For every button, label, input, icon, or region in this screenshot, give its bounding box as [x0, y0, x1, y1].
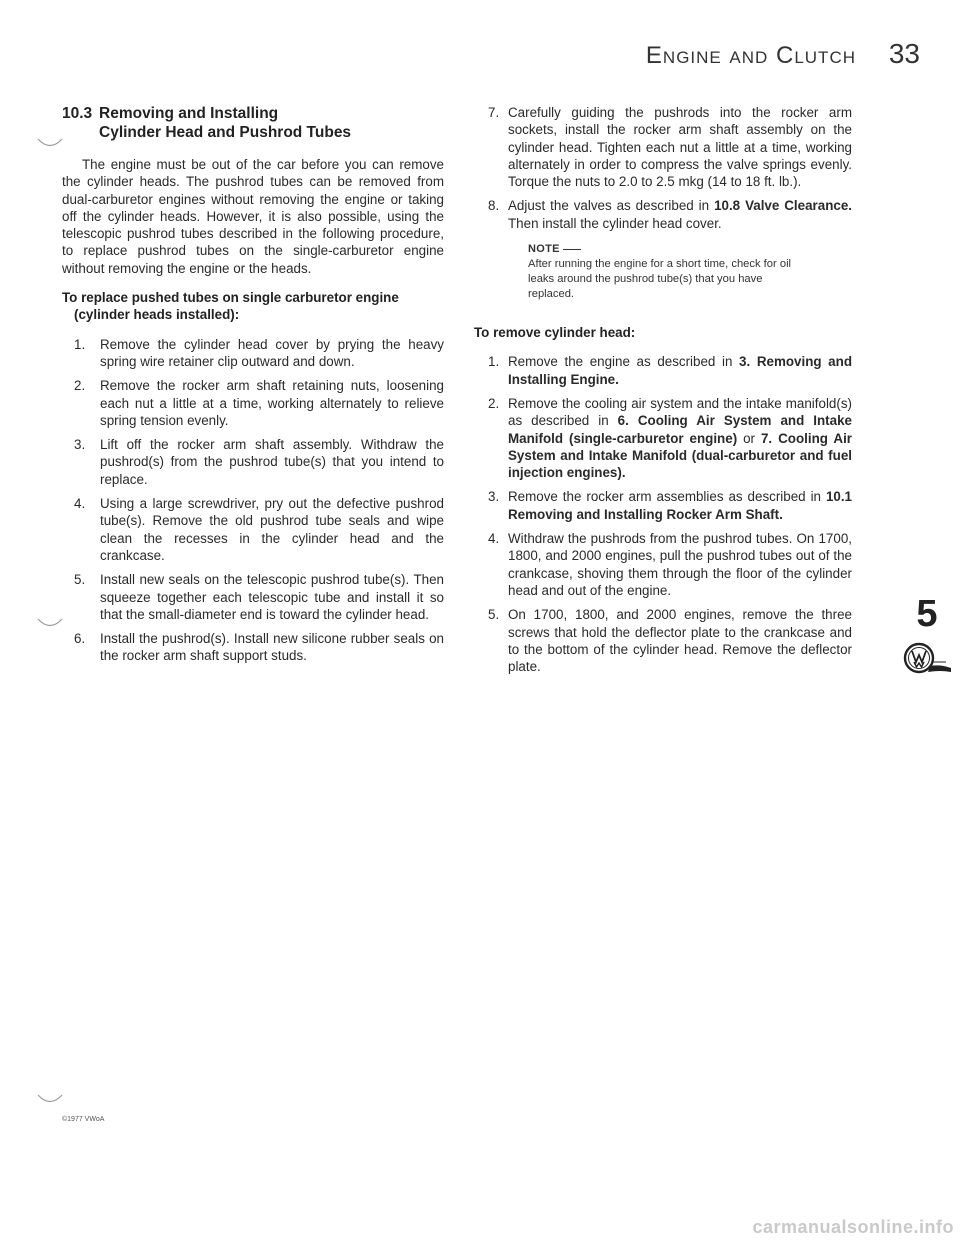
step-text: Then install the cylinder head cover. [508, 215, 722, 231]
note-text: After running the engine for a short time, check for oil leaks around the pushrod tube(s) that you have replaced. [528, 258, 792, 301]
step-number: 6. [74, 631, 86, 647]
step-text: Remove the cooling air system and the intake manifold(s) as described in [508, 395, 852, 429]
section-title-line1: Removing and Installing [99, 105, 279, 122]
step-text: or [737, 430, 761, 446]
step-number: 1. [74, 336, 86, 352]
step-number: 3. [74, 437, 86, 453]
binding-mark [36, 136, 66, 152]
left-column [62, 104, 444, 672]
list-item [474, 197, 852, 232]
list-item [474, 488, 852, 523]
list-item [62, 495, 444, 564]
list-item [62, 436, 444, 488]
step-number: 1. [488, 354, 500, 370]
chapter-tab [902, 594, 952, 687]
list-item [474, 395, 852, 481]
list-item [474, 606, 852, 675]
watermark: carmanualsonline.info [752, 1217, 954, 1237]
cross-reference: 3. Removing and Installing Engine. [508, 354, 852, 387]
vw-logo-icon [902, 638, 952, 687]
procedure-heading-line1: To replace pushed tubes on single carburetor engine [62, 290, 399, 306]
step-text: On 1700, 1800, and 2000 engines, remove the three screws that hold the deflector plate to the crankcase and to the bottom of the cylinder head. Remove the deflector plate. [508, 607, 852, 675]
step-text: Install the pushrod(s). Install new silicone rubber seals on the rocker arm shaft support studs. [100, 631, 444, 664]
binding-mark [36, 616, 66, 632]
section-number: 10.3 [62, 105, 93, 122]
step-text: Adjust the valves as described in [508, 198, 715, 214]
running-head-text: Engine and Clutch [645, 42, 856, 69]
binding-mark [36, 1092, 66, 1108]
section-title-line2: Cylinder Head and Pushrod Tubes [99, 124, 352, 141]
step-number: 4. [74, 496, 86, 512]
list-item [62, 336, 444, 371]
step-number: 5. [74, 572, 86, 588]
note-dash [563, 249, 581, 250]
step-list-continued [474, 104, 852, 232]
step-text: Withdraw the pushrods from the pushrod tubes. On 1700, 1800, and 2000 engines, pull the pushrod tubes out of the crankcase, shoving them through the floor of the cylinder head and out of the engine. [508, 531, 852, 598]
list-item [474, 353, 852, 388]
chapter-number: 5 [916, 593, 938, 635]
step-number: 3. [488, 489, 500, 505]
step-text: Remove the cylinder head cover by prying the heavy spring wire retainer clip outward and down. [100, 336, 444, 369]
copyright-notice: ©1977 VWoA [62, 1116, 105, 1123]
step-text: Remove the rocker arm shaft retaining nuts, loosening each nut a little at a time, working alternately to relieve spring tension evenly. [100, 378, 444, 428]
list-item [62, 377, 444, 429]
section-title [62, 104, 444, 142]
procedure-heading-line2: (cylinder heads installed): [74, 307, 240, 323]
remove-head-steps [474, 353, 852, 675]
list-item [474, 104, 852, 190]
list-item [62, 630, 444, 665]
step-list [62, 336, 444, 665]
step-number: 4. [488, 531, 500, 547]
cross-reference: 10.8 Valve Clearance. [714, 198, 852, 214]
step-text: Install new seals on the telescopic pushrod tube(s). Then squeeze together each telescopic tube and install it so that the small-diameter end is toward the cylinder head. [100, 572, 444, 622]
vw-logo-svg [902, 638, 952, 682]
list-item [62, 571, 444, 623]
cross-reference: 7. Cooling Air System and Intake Manifold (dual-carburetor and fuel injection engines). [508, 430, 852, 481]
intro-paragraph: The engine must be out of the car before you can remove the cylinder heads. The pushrod tubes can be removed from dual-carburetor engines without removing the engine or taking off the cylinder heads. However, it is also possible, using the telescopic pushrod tubes described in the following procedure, to replace pushrod tubes on the single-carburetor engine without removing the engine or the heads. [62, 157, 444, 276]
right-column [474, 104, 852, 682]
note-label: NOTE [528, 243, 560, 256]
step-number: 2. [488, 395, 500, 411]
running-head [646, 42, 856, 70]
step-text: Lift off the rocker arm shaft assembly. Withdraw the pushrod(s) from the pushrod tube(s) that you intend to replace. [100, 437, 444, 487]
step-text: Remove the engine as described in [508, 354, 740, 370]
step-number: 5. [488, 607, 500, 623]
step-number: 7. [488, 105, 500, 120]
page-number: 33 [888, 38, 920, 69]
remove-head-heading: To remove cylinder head: [474, 325, 636, 341]
step-text: Remove the rocker arm assemblies as described in [508, 489, 826, 505]
cross-reference: 10.1 Removing and Installing Rocker Arm Shaft. [508, 489, 852, 522]
procedure-heading [62, 289, 444, 324]
step-text: Using a large screwdriver, pry out the defective pushrod tube(s). Remove the old pushrod tube seals and wipe clean the recesses in the cylinder head and the crankcase. [100, 496, 444, 563]
cross-reference: 6. Cooling Air System and Intake Manifold (single-carburetor engine) [508, 413, 852, 446]
step-number: 2. [74, 378, 86, 394]
step-text: Carefully guiding the pushrods into the rocker arm sockets, install the rocker arm shaft assembly on the cylinder head. Tighten each nut a little at a time, working alternately in order to compress the valve springs evenly. Torque the nuts to 2.0 to 2.5 mkg (14 to 18 ft. lb.). [508, 105, 852, 190]
step-number: 8. [488, 198, 500, 214]
list-item [474, 530, 852, 599]
note-box [528, 242, 808, 302]
